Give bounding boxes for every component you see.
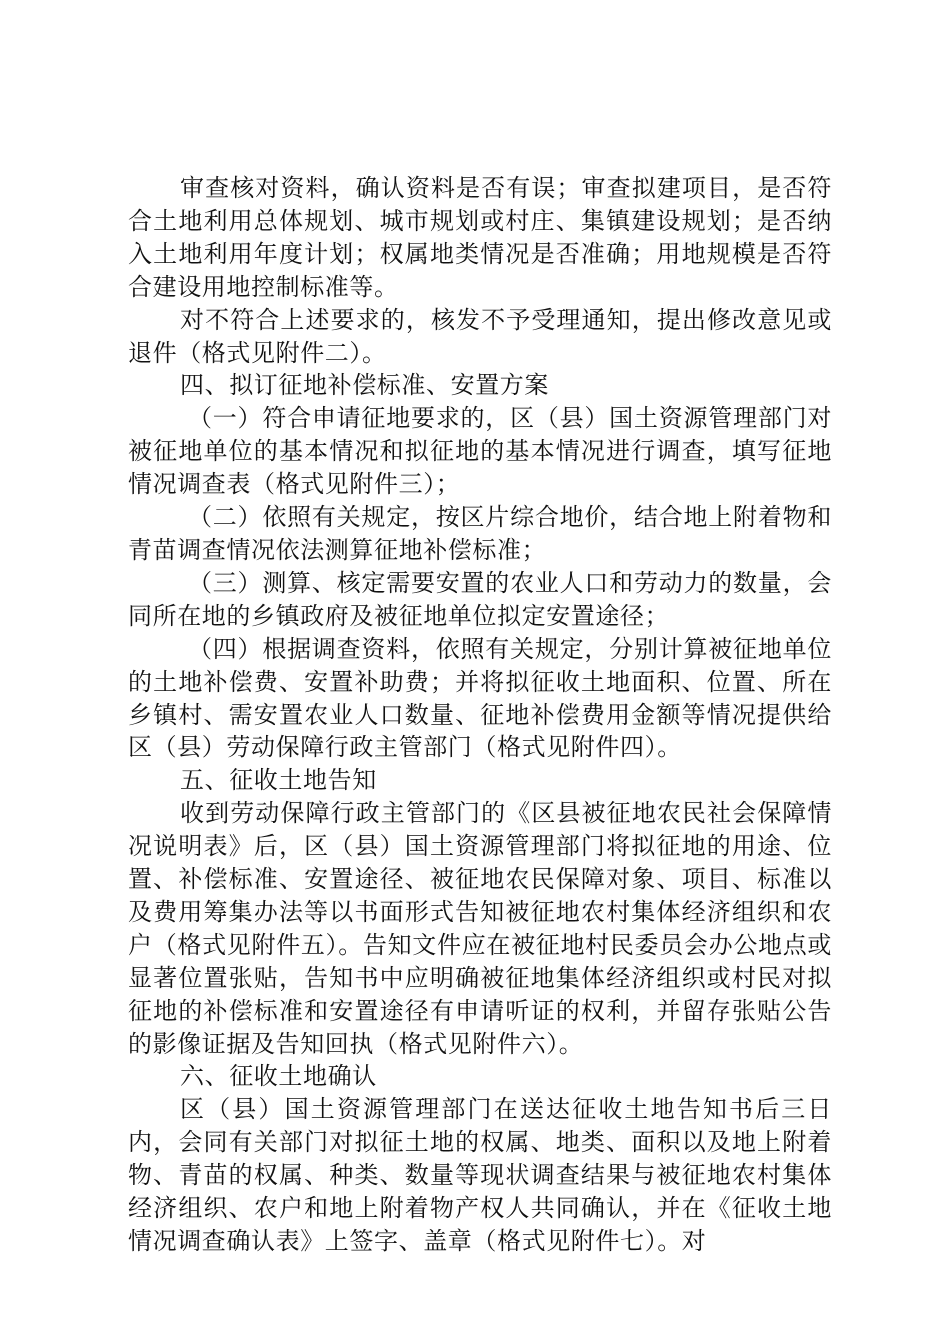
- paragraph-notification: 收到劳动保障行政主管部门的《区县被征地农民社会保障情况说明表》后，区（县）国土资源管理部门将拟征地的用途、位置、补偿标准、安置途径、被征地农民保障对象、项目、标准以及费用筹集办法等以书面形式告知被征地农村集体经济组织和农户（格式见附件五）。告知文件应在被征地村民委员会办公地点或显著位置张贴，告知书中应明确被征地集体经济组织或村民对拟征地的补偿标准和安置途径有申请听证的权利，并留存张贴公告的影像证据及告知回执（格式见附件六）。: [128, 799, 832, 1058]
- section-heading-6: 六、征收土地确认: [180, 1062, 377, 1091]
- item-4-4: （四）根据调查资料，依照有关规定，分别计算被征地单位的土地补偿费、安置补助费；并将拟征收土地面积、位置、所在乡镇村、需安置农业人口数量、征地补偿费用金额等情况提供给区（县）劳动保障行政主管部门（格式见附件四）。: [128, 634, 832, 762]
- item-4-2: （二）依照有关规定，按区片综合地价，结合地上附着物和青苗调查情况依法测算征地补偿标准；: [128, 503, 832, 564]
- section-heading-5: 五、征收土地告知: [180, 766, 377, 795]
- paragraph-rejection: 对不符合上述要求的，核发不予受理通知，提出修改意见或退件（格式见附件二）。: [128, 305, 832, 367]
- paragraph-review: 审查核对资料，确认资料是否有误；审查拟建项目，是否符合土地利用总体规划、城市规划或村庄、集镇建设规划；是否纳入土地利用年度计划；权属地类情况是否准确；用地规模是否符合建设用地控制标准等。: [128, 174, 832, 301]
- item-4-3: （三）测算、核定需要安置的农业人口和劳动力的数量，会同所在地的乡镇政府及被征地单位拟定安置途径；: [128, 568, 832, 630]
- section-heading-4: 四、拟订征地补偿标准、安置方案: [180, 371, 549, 400]
- paragraph-confirmation: 区（县）国土资源管理部门在送达征收土地告知书后三日内，会同有关部门对拟征土地的权属、地类、面积以及地上附着物、青苗的权属、种类、数量等现状调查结果与被征地农村集体经济组织、农户和地上附着物产权人共同确认，并在《征收土地情况调查确认表》上签字、盖章（格式见附件七）。对: [128, 1095, 832, 1255]
- item-4-1: （一）符合申请征地要求的，区（县）国土资源管理部门对被征地单位的基本情况和拟征地的基本情况进行调查，填写征地情况调查表（格式见附件三）；: [128, 404, 832, 499]
- document-body: [128, 172, 832, 1258]
